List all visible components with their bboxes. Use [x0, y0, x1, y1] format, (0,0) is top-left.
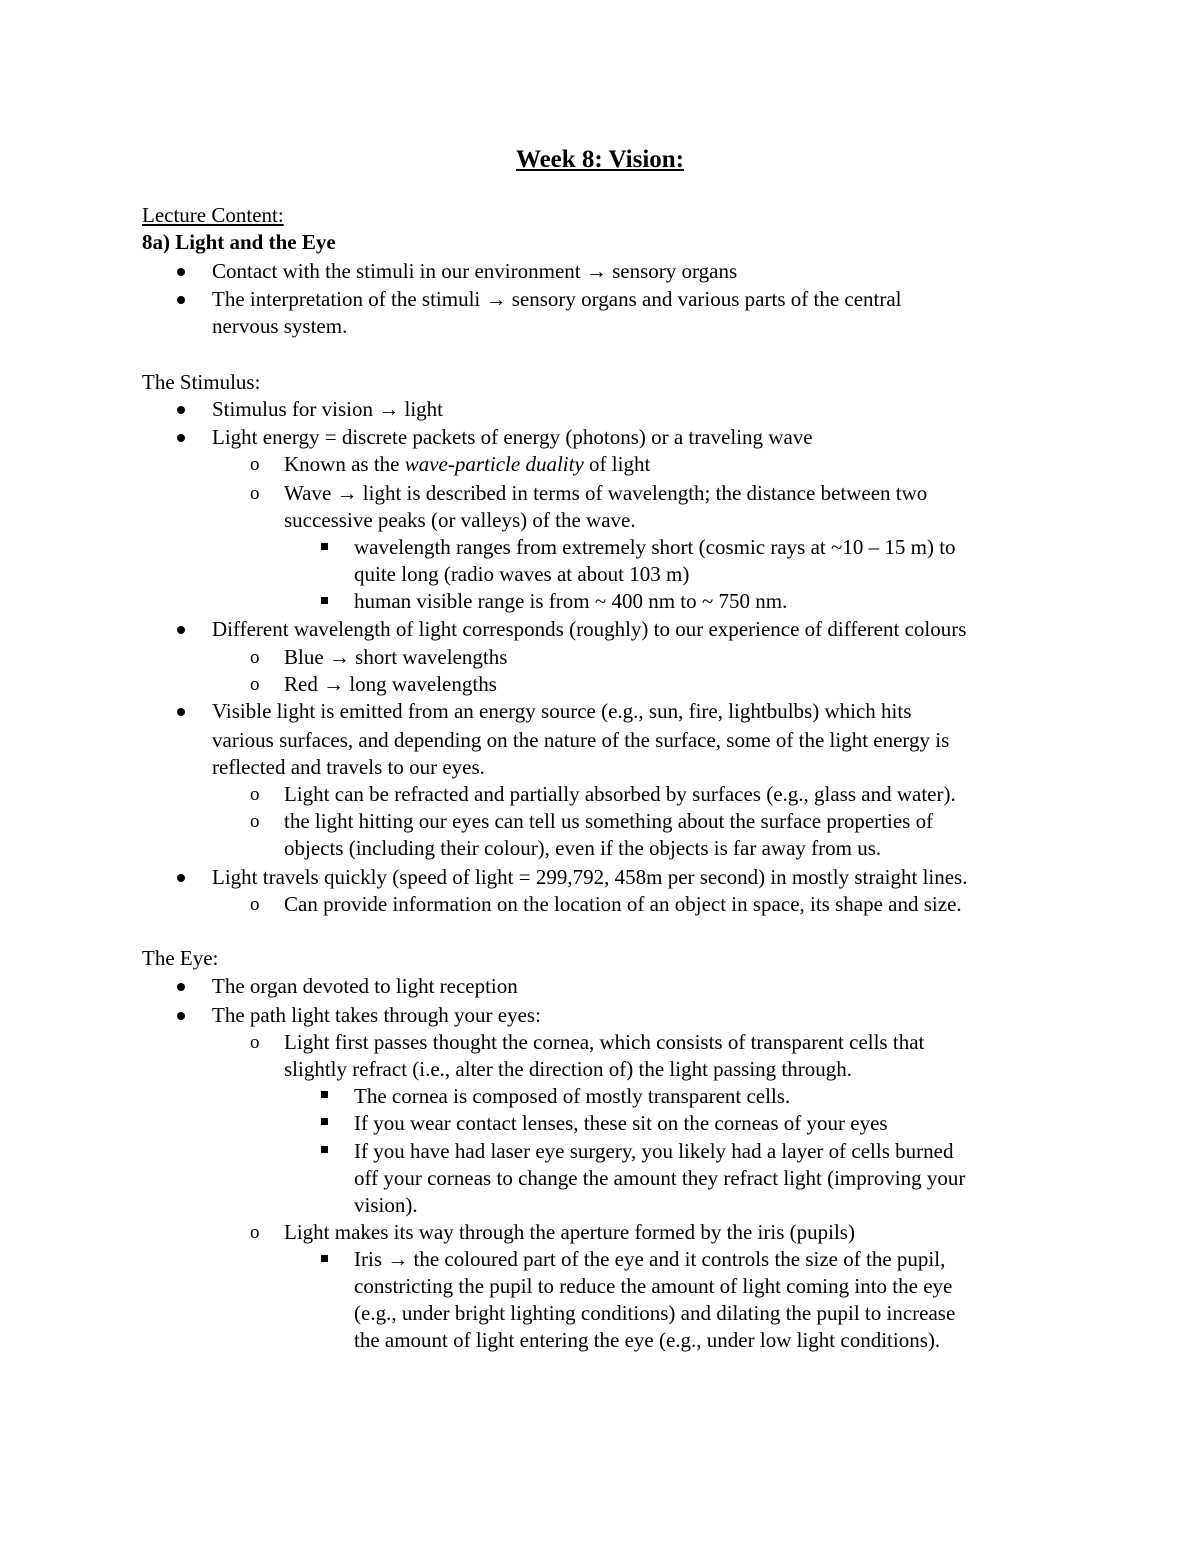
square-bullet [321, 1146, 328, 1153]
lecture-content-label: Lecture Content: [142, 203, 284, 227]
bullet-dot [177, 268, 185, 276]
emphasis-text: wave-particle duality [404, 452, 584, 476]
bullet-text: Contact with the stimuli in our environment → sensory organs [212, 259, 738, 283]
bullet-dot [177, 983, 185, 991]
bullet-text: The organ devoted to light reception [212, 974, 518, 998]
bullet-text: Visible light is emitted from an energy source (e.g., sun, fire, lightbulbs) which hits [212, 699, 912, 723]
text-run: of light [583, 452, 651, 476]
sub-sub-bullet-text-continued: vision). [354, 1193, 418, 1217]
sub-bullet-circle: o [250, 1032, 260, 1053]
sub-sub-bullet-text: If you wear contact lenses, these sit on the corneas of your eyes [354, 1111, 888, 1135]
section-heading: 8a) Light and the Eye [142, 230, 336, 254]
bullet-dot [177, 434, 185, 442]
sub-sub-bullet-text-continued: quite long (radio waves at about 103 m) [354, 562, 690, 586]
sub-sub-bullet-text-continued: off your corneas to change the amount they refract light (improving your [354, 1166, 966, 1190]
square-bullet [321, 597, 328, 604]
square-bullet [321, 1091, 328, 1098]
sub-sub-bullet-text: The cornea is composed of mostly transparent cells. [354, 1084, 791, 1108]
square-bullet [321, 543, 328, 550]
sub-bullet-text-continued: slightly refract (i.e., alter the direction of) the light passing through. [284, 1057, 853, 1081]
bullet-dot [177, 406, 185, 414]
bullet-text-continued: reflected and travels to our eyes. [212, 755, 485, 779]
text-run: Known as the [284, 452, 405, 476]
stimulus-heading: The Stimulus: [142, 370, 261, 394]
sub-bullet-text: Light can be refracted and partially absorbed by surfaces (e.g., glass and water). [284, 782, 956, 806]
bullet-text: Stimulus for vision → light [212, 397, 444, 421]
sub-bullet-circle: o [250, 1222, 260, 1243]
square-bullet [321, 1118, 328, 1125]
bullet-text-continued: nervous system. [212, 314, 348, 338]
sub-sub-bullet-text-continued: the amount of light entering the eye (e.g., under low light conditions). [354, 1328, 941, 1352]
sub-bullet-text: Blue → short wavelengths [284, 645, 508, 669]
sub-sub-bullet-text: If you have had laser eye surgery, you likely had a layer of cells burned [354, 1139, 954, 1163]
bullet-dot [177, 708, 185, 716]
sub-bullet-circle: o [250, 811, 260, 832]
sub-bullet-circle: o [250, 674, 260, 695]
eye-heading: The Eye: [142, 946, 219, 970]
bullet-dot [177, 1012, 185, 1020]
sub-sub-bullet-text: human visible range is from ~ 400 nm to ~ 750 nm. [354, 589, 788, 613]
page-title: Week 8: Vision: [515, 146, 685, 173]
bullet-dot [177, 874, 185, 882]
bullet-text: Light travels quickly (speed of light = 299,792, 458m per second) in mostly straight lines. [212, 865, 968, 889]
bullet-dot [177, 296, 185, 304]
sub-bullet-circle: o [250, 784, 260, 805]
sub-bullet-text: Light makes its way through the aperture formed by the iris (pupils) [284, 1220, 855, 1244]
sub-bullet-text: the light hitting our eyes can tell us something about the surface properties of [284, 809, 934, 833]
sub-bullet-text-continued: successive peaks (or valleys) of the wave. [284, 508, 636, 532]
bullet-text: Light energy = discrete packets of energy (photons) or a traveling wave [212, 425, 813, 449]
sub-bullet-text: Red → long wavelengths [284, 672, 497, 696]
bullet-text: The interpretation of the stimuli → sensory organs and various parts of the central [212, 287, 902, 311]
sub-bullet-circle: o [250, 647, 260, 668]
sub-bullet-text: Light first passes thought the cornea, which consists of transparent cells that [284, 1030, 925, 1054]
bullet-text-continued: various surfaces, and depending on the nature of the surface, some of the light energy is [212, 728, 950, 752]
sub-bullet-circle: o [250, 483, 260, 504]
bullet-text: Different wavelength of light corresponds (roughly) to our experience of different colours [212, 617, 967, 641]
sub-sub-bullet-text-continued: (e.g., under bright lighting conditions) and dilating the pupil to increase [354, 1301, 956, 1325]
sub-bullet-text [284, 451, 650, 478]
sub-bullet-circle: o [250, 894, 260, 915]
sub-sub-bullet-text: Iris → the coloured part of the eye and it controls the size of the pupil, [354, 1247, 946, 1271]
sub-sub-bullet-text-continued: constricting the pupil to reduce the amount of light coming into the eye [354, 1274, 953, 1298]
sub-bullet-text: Can provide information on the location of an object in space, its shape and size. [284, 892, 962, 916]
sub-bullet-text-continued: objects (including their colour), even if the objects is far away from us. [284, 836, 882, 860]
sub-bullet-circle: o [250, 454, 260, 475]
bullet-dot [177, 626, 185, 634]
sub-sub-bullet-text: wavelength ranges from extremely short (cosmic rays at ~10 – 15 m) to [354, 535, 956, 559]
sub-bullet-text: Wave → light is described in terms of wavelength; the distance between two [284, 481, 928, 505]
square-bullet [321, 1255, 328, 1262]
bullet-text: The path light takes through your eyes: [212, 1003, 541, 1027]
